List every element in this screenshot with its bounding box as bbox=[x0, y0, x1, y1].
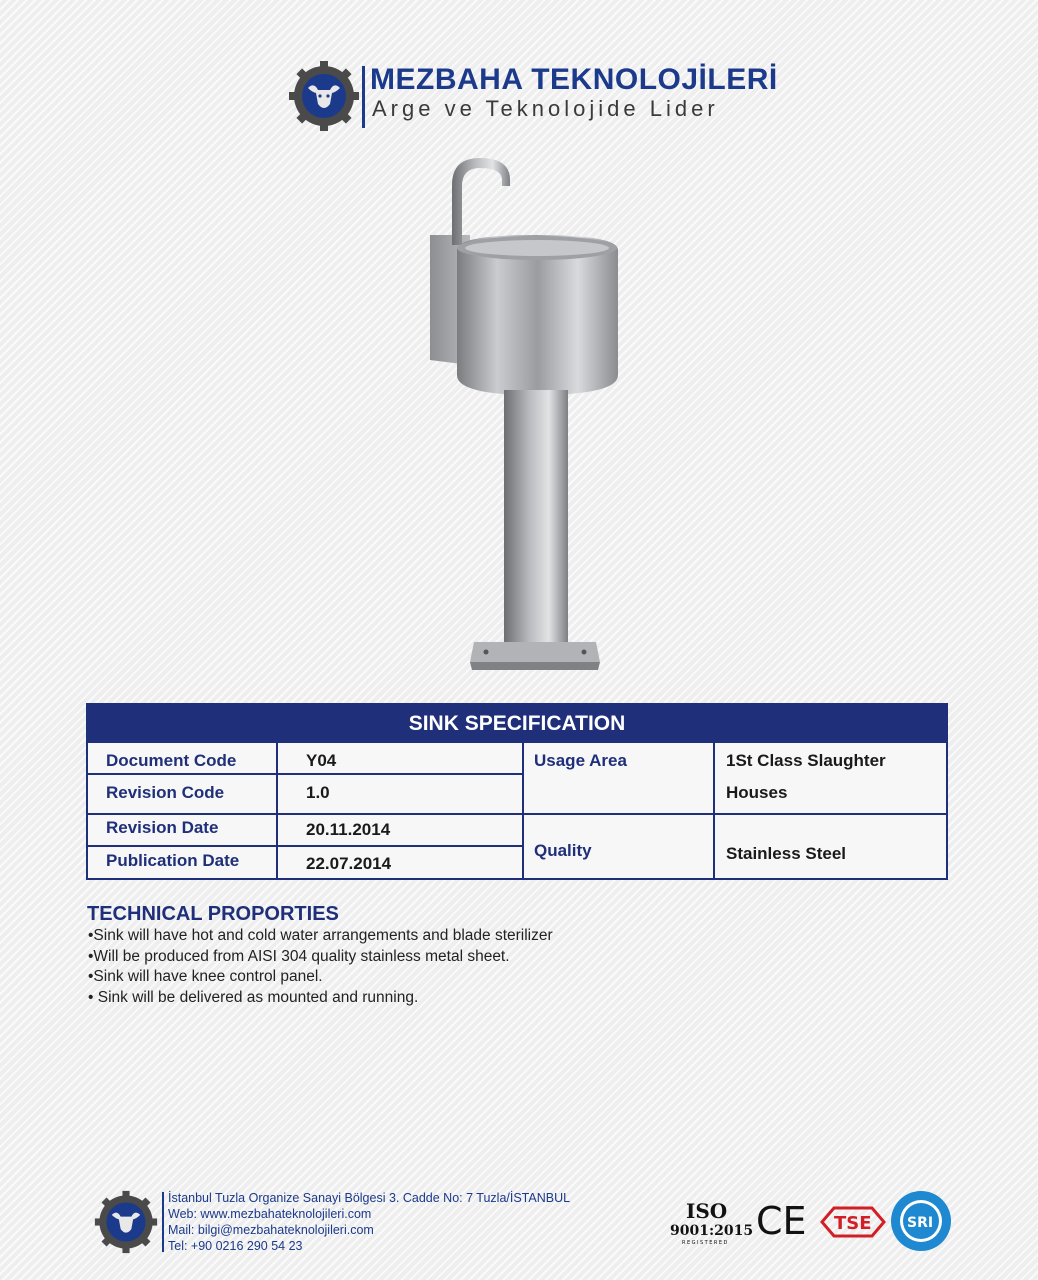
sri-seal-icon bbox=[890, 1190, 952, 1252]
table-divider bbox=[713, 743, 715, 880]
usage-area-label: Usage Area bbox=[534, 751, 627, 770]
publication-date-value: 22.07.2014 bbox=[306, 854, 392, 873]
tse-mark-icon bbox=[820, 1202, 886, 1242]
document-code-label: Document Code bbox=[106, 751, 237, 770]
tse-text: TSE bbox=[834, 1213, 872, 1234]
usage-area-value-line1: 1St Class Slaughter bbox=[726, 751, 886, 770]
sri-text: SRI bbox=[907, 1215, 934, 1231]
usage-area-value-line2: Houses bbox=[726, 783, 788, 802]
list-item: • Sink will be delivered as mounted and running. bbox=[88, 988, 419, 1006]
quality-label: Quality bbox=[534, 841, 592, 860]
sink-product-image bbox=[410, 150, 640, 680]
publication-date-label: Publication Date bbox=[106, 851, 240, 870]
footer-web-link[interactable]: Web: www.mezbahateknolojileri.com bbox=[168, 1207, 372, 1221]
technical-properties-list bbox=[88, 926, 553, 1008]
spec-table bbox=[86, 703, 948, 880]
brand-divider bbox=[362, 66, 365, 128]
technical-properties-title: TECHNICAL PROPORTIES bbox=[87, 903, 339, 925]
footer-divider bbox=[162, 1192, 164, 1252]
table-divider bbox=[88, 813, 946, 815]
iso-badge-icon bbox=[668, 1198, 752, 1246]
table-divider bbox=[88, 773, 524, 775]
table-divider bbox=[276, 743, 278, 880]
ce-text: CE bbox=[756, 1200, 807, 1240]
footer-tel: Tel: +90 0216 290 54 23 bbox=[168, 1239, 303, 1253]
brand-slogan: Arge ve Teknolojide Lider bbox=[372, 96, 719, 121]
footer-address: İstanbul Tuzla Organize Sanayi Bölgesi 3. Cadde No: 7 Tuzla/İSTANBUL bbox=[168, 1191, 571, 1205]
iso-top-text: ISO bbox=[686, 1199, 728, 1223]
table-divider bbox=[522, 743, 524, 880]
spec-table-title: SINK SPECIFICATION bbox=[88, 705, 946, 743]
table-divider bbox=[88, 845, 524, 847]
company-logo bbox=[288, 60, 360, 132]
list-item: •Will be produced from AISI 304 quality stainless metal sheet. bbox=[88, 947, 510, 965]
ce-mark-icon bbox=[756, 1200, 808, 1240]
revision-code-value: 1.0 bbox=[306, 783, 330, 802]
iso-registered-text: REGISTERED bbox=[682, 1240, 729, 1246]
footer-logo bbox=[94, 1190, 158, 1254]
revision-code-label: Revision Code bbox=[106, 783, 225, 802]
list-item: •Sink will have hot and cold water arrangements and blade sterilizer bbox=[88, 927, 553, 944]
document-code-value: Y04 bbox=[306, 751, 337, 770]
footer-mail-link[interactable]: Mail: bilgi@mezbahateknolojileri.com bbox=[168, 1223, 374, 1237]
iso-bottom-text: 9001:2015 bbox=[670, 1223, 752, 1239]
list-item: •Sink will have knee control panel. bbox=[88, 968, 323, 985]
revision-date-label: Revision Date bbox=[106, 818, 219, 837]
quality-value: Stainless Steel bbox=[726, 844, 847, 863]
brand-name: MEZBAHA TEKNOLOJİLERİ bbox=[370, 63, 778, 96]
revision-date-value: 20.11.2014 bbox=[306, 820, 391, 839]
footer-contact bbox=[168, 1190, 570, 1254]
